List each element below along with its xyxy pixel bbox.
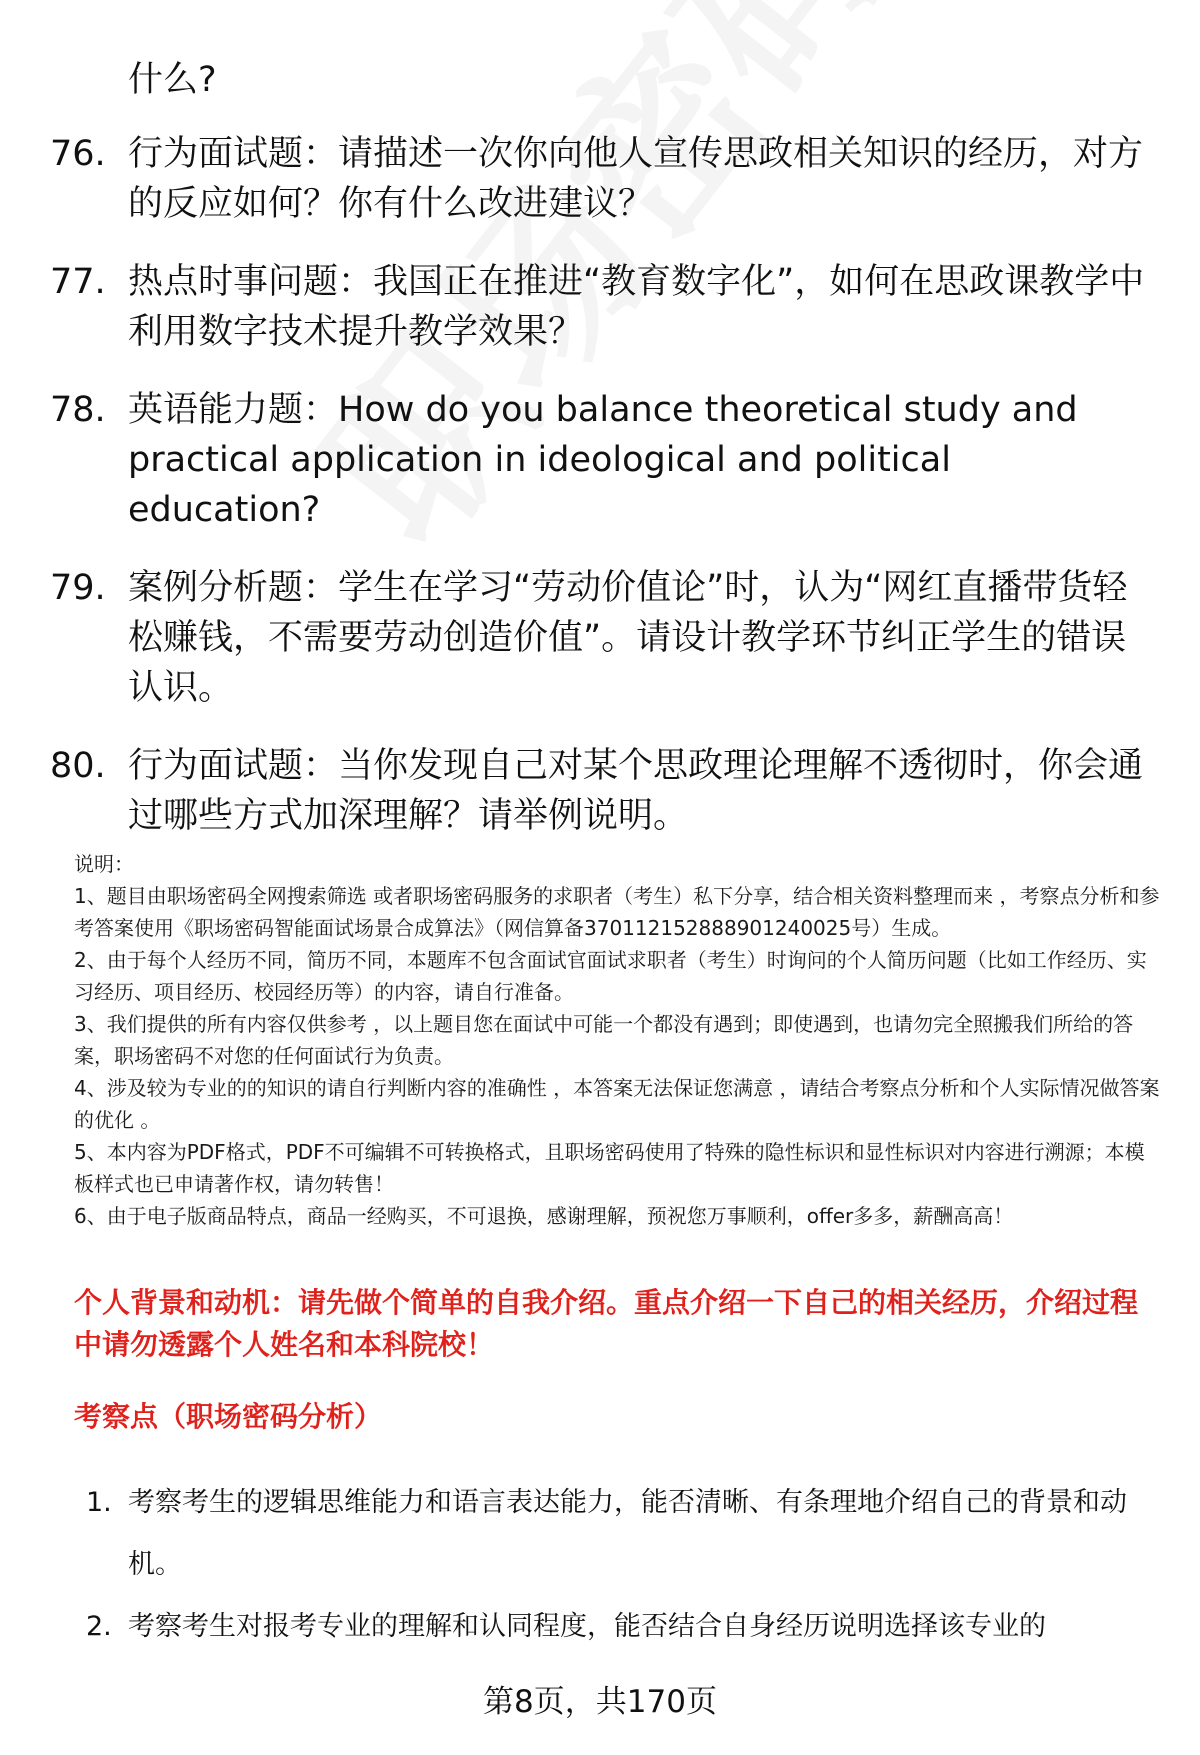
note-item: 4、涉及较为专业的的知识的请自行判断内容的准确性 ，本答案无法保证您满意 ，请结合考察点分析和个人实际情况做答案的优化 。 bbox=[74, 1076, 1160, 1132]
question-number: 80. bbox=[50, 746, 106, 786]
question-item bbox=[50, 257, 1150, 357]
question-item bbox=[50, 129, 1150, 229]
question-text: 案例分析题：学生在学习“劳动价值论”时，认为“网红直播带货轻松赚钱，不需要劳动创造价值”。请设计教学环节纠正学生的错误认识。 bbox=[128, 568, 1128, 708]
point-number: 2. bbox=[86, 1611, 112, 1642]
note-item: 3、我们提供的所有内容仅供参考 ，以上题目您在面试中可能一个都没有遇到；即使遇到，也请勿完全照搬我们所给的答案，职场密码不对您的任何面试行为负责。 bbox=[74, 1012, 1134, 1068]
question-item bbox=[50, 563, 1150, 713]
question-item bbox=[50, 385, 1150, 535]
page-footer: 第8页，共170页 bbox=[483, 1684, 717, 1720]
point-text: 考察考生的逻辑思维能力和语言表达能力，能否清晰、有条理地介绍自己的背景和动机。 bbox=[128, 1487, 1127, 1580]
question-text: 什么? bbox=[128, 60, 217, 100]
question-number: 76. bbox=[50, 134, 106, 174]
note-item: 6、由于电子版商品特点，商品一经购买，不可退换，感谢理解，预祝您万事顺利，offer多多，薪酬高高！ bbox=[74, 1204, 1014, 1228]
point-text: 考察考生对报考专业的理解和认同程度，能否结合自身经历说明选择该专业的 bbox=[128, 1611, 1046, 1642]
question-text: 英语能力题：How do you balance theoretical study and practical application in ideological and political education? bbox=[128, 390, 1078, 530]
question-number: 79. bbox=[50, 568, 106, 608]
analysis-point bbox=[74, 1596, 1164, 1658]
analysis-points bbox=[74, 1472, 1164, 1658]
question-text: 热点时事问题：我国正在推进“教育数字化”，如何在思政课教学中利用数字技术提升教学效果？ bbox=[128, 262, 1145, 352]
question-number: 77. bbox=[50, 262, 106, 302]
analysis-heading: 考察点（职场密码分析） bbox=[74, 1400, 383, 1433]
question-number: 78. bbox=[50, 390, 106, 430]
question-list bbox=[50, 55, 1150, 869]
question-item bbox=[50, 55, 1150, 105]
note-item: 5、本内容为PDF格式，PDF不可编辑不可转换格式，且职场密码使用了特殊的隐性标识和显性标识对内容进行溯源；本模板样式也已申请著作权，请勿转售！ bbox=[74, 1140, 1145, 1196]
notes-title: 说明： bbox=[74, 852, 134, 876]
note-item: 1、题目由职场密码全网搜索筛选 或者职场密码服务的求职者（考生）私下分享，结合相关资料整理而来 ，考察点分析和参考答案使用《职场密码智能面试场景合成算法》（网信算备370112152888901240025号）生成。 bbox=[74, 884, 1160, 940]
disclaimer-notes bbox=[74, 848, 1164, 1232]
question-item bbox=[50, 741, 1150, 841]
analysis-point bbox=[74, 1472, 1164, 1596]
question-text: 行为面试题：请描述一次你向他人宣传思政相关知识的经历，对方的反应如何？你有什么改进建议？ bbox=[128, 134, 1144, 224]
question-text: 行为面试题：当你发现自己对某个思政理论理解不透彻时，你会通过哪些方式加深理解？请举例说明。 bbox=[128, 746, 1144, 836]
interview-question-heading: 个人背景和动机：请先做个简单的自我介绍。重点介绍一下自己的相关经历，介绍过程中请勿透露个人姓名和本科院校！ bbox=[74, 1286, 1139, 1361]
point-number: 1. bbox=[86, 1487, 112, 1518]
note-item: 2、由于每个人经历不同，简历不同，本题库不包含面试官面试求职者（考生）时询问的个人简历问题（比如工作经历、实习经历、项目经历、校园经历等）的内容，请自行准备。 bbox=[74, 948, 1147, 1004]
